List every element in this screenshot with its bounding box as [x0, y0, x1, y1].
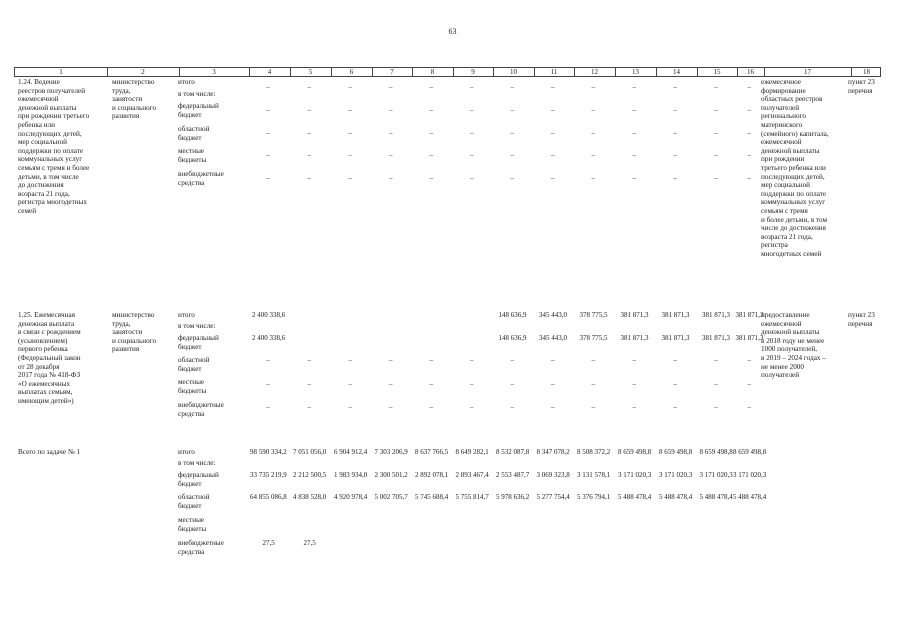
- total-row-federal-value: 3 171 020,3: [733, 471, 767, 479]
- header-col-11: 11: [550, 68, 558, 76]
- total-row-total-value: 6 904 912,4: [334, 448, 368, 456]
- row-1-25-total-value: 381 871,3: [702, 311, 730, 319]
- dash-cell: –: [470, 380, 474, 388]
- row-1-25-total-value: 148 636,9: [498, 311, 527, 319]
- header-divider: [453, 68, 454, 76]
- dash-cell: –: [348, 380, 352, 388]
- dash-cell: –: [747, 151, 751, 159]
- total-row-regional-value: 5 488 478,4: [659, 493, 693, 501]
- dash-cell: –: [510, 174, 514, 182]
- dash-cell: –: [551, 129, 555, 137]
- dash-cell: –: [389, 403, 393, 411]
- dash-cell: –: [470, 129, 474, 137]
- row-1-25-total-value: 381 871,3: [735, 311, 764, 319]
- header-divider: [656, 68, 657, 76]
- dash-cell: –: [632, 380, 636, 388]
- row-1-25-result: предоставление ежемесячной денежной выплаты в 2018 году не менее 1000 получателей, в 2019 – 2024 годах – не менее 2000 получателей: [761, 311, 826, 380]
- table-header-row: [14, 67, 881, 77]
- row-1-25-total-value: 381 871,3: [620, 311, 649, 319]
- total-row-extra-value: 27,5: [303, 539, 316, 547]
- source-incl: в том числе:: [178, 459, 216, 467]
- dash-cell: –: [266, 174, 270, 182]
- dash-cell: –: [470, 174, 474, 182]
- dash-cell: –: [389, 380, 393, 388]
- dash-cell: –: [591, 151, 595, 159]
- total-row-regional-value: 5 277 754,4: [536, 493, 570, 501]
- header-col-15: 15: [713, 68, 721, 76]
- header-divider: [249, 68, 250, 76]
- total-row-regional-value: 5 488 478,4: [733, 493, 767, 501]
- dash-cell: –: [429, 356, 433, 364]
- header-col-16: 16: [747, 68, 754, 76]
- dash-cell: –: [307, 151, 311, 159]
- dash-cell: –: [673, 129, 677, 137]
- total-row-federal-value: 2 892 078,1: [415, 471, 449, 479]
- row-1-25-federal-value: 381 871,3: [661, 334, 690, 342]
- dash-cell: –: [591, 129, 595, 137]
- source-extra: внебюджетные средства: [178, 539, 224, 556]
- dash-cell: –: [470, 106, 474, 114]
- dash-cell: –: [510, 106, 514, 114]
- total-row-total-value: 8 659 498,8: [699, 448, 733, 456]
- dash-cell: –: [591, 403, 595, 411]
- total-row-regional-value: 64 855 086,8: [250, 493, 287, 501]
- dash-cell: –: [389, 129, 393, 137]
- header-col-13: 13: [632, 68, 639, 76]
- total-row-name: Всего по задаче № 1: [18, 448, 81, 456]
- dash-cell: –: [266, 380, 270, 388]
- dash-cell: –: [510, 129, 514, 137]
- dash-cell: –: [591, 174, 595, 182]
- total-row-regional-value: 4 920 978,4: [334, 493, 368, 501]
- header-col-5: 5: [308, 68, 313, 76]
- row-1-24-reference: пункт 23 перечня: [848, 78, 875, 95]
- source-regional: областной бюджет: [178, 356, 210, 373]
- dash-cell: –: [673, 174, 677, 182]
- dash-cell: –: [632, 151, 636, 159]
- dash-cell: –: [714, 380, 718, 388]
- source-local: местные бюджеты: [178, 378, 207, 395]
- total-row-federal-value: 1 983 934,0: [334, 471, 368, 479]
- row-1-25-total-value: 381 871,3: [661, 311, 690, 319]
- dash-cell: –: [429, 129, 433, 137]
- dash-cell: –: [429, 106, 433, 114]
- header-divider: [574, 68, 575, 76]
- source-incl: в том числе:: [178, 322, 216, 330]
- dash-cell: –: [747, 83, 751, 91]
- row-1-25-federal-value: 381 871,3: [620, 334, 649, 342]
- row-1-25-name: 1.25. Ежемесячная денежная выплата в связи с рождением (усыновлением) первого ребенка (Федеральный закон от 28 декабря 2017 года № 418-ФЗ «О ежемесячных выплатах семьям, имеющим детей»): [18, 311, 81, 405]
- header-col-17: 17: [804, 68, 811, 76]
- dash-cell: –: [348, 106, 352, 114]
- row-1-25-reference: пункт 23 перечня: [848, 311, 875, 328]
- dash-cell: –: [389, 151, 393, 159]
- row-1-24-result: ежемесячное формирование областных реестров получателей регионального материнского (семейного) капитала, ежемесячной денежной выплаты при рождении третьего ребенка или последующих детей, мер социальной поддержки по оплате коммунальных услуг семьям с тремя и более детьми, в том числе до достижения возраста 21 года, регистра многодетных семей: [761, 78, 829, 258]
- dash-cell: –: [470, 356, 474, 364]
- dash-cell: –: [266, 403, 270, 411]
- dash-cell: –: [673, 356, 677, 364]
- dash-cell: –: [747, 174, 751, 182]
- dash-cell: –: [307, 83, 311, 91]
- dash-cell: –: [348, 129, 352, 137]
- dash-cell: –: [307, 356, 311, 364]
- source-extra: внебюджетные средства: [178, 401, 224, 418]
- total-row-federal-value: 2 212 500,5: [293, 471, 327, 479]
- header-col-9: 9: [471, 68, 475, 76]
- dash-cell: –: [632, 403, 636, 411]
- dash-cell: –: [510, 151, 514, 159]
- dash-cell: –: [470, 83, 474, 91]
- row-1-25-federal-value: 378 775,5: [579, 334, 608, 342]
- header-col-12: 12: [591, 68, 598, 76]
- total-row-regional-value: 5 002 705,7: [374, 493, 408, 501]
- total-row-regional-value: 5 978 636,2: [496, 493, 530, 501]
- row-1-25-total-value: 378 775,5: [579, 311, 608, 319]
- header-divider: [615, 68, 616, 76]
- dash-cell: –: [510, 83, 514, 91]
- dash-cell: –: [591, 380, 595, 388]
- header-divider: [107, 68, 108, 76]
- dash-cell: –: [510, 380, 514, 388]
- total-row-regional-value: 5 745 688,4: [415, 493, 449, 501]
- row-1-24-name: 1.24. Ведение реестров получателей ежемесячной денежной выплаты при рождении третьего ребенка или последующих детей, мер социальной поддержки по оплате коммунальных услуг семьям с тремя и более детьми, в том числе до достижения возраста 21 года, регистра многодетных семей: [18, 78, 90, 215]
- dash-cell: –: [307, 403, 311, 411]
- dash-cell: –: [714, 174, 718, 182]
- header-col-2: 2: [141, 68, 145, 76]
- total-row-total-value: 8 347 078,2: [536, 448, 570, 456]
- dash-cell: –: [266, 83, 270, 91]
- total-row-total-value: 7 051 056,0: [293, 448, 327, 456]
- header-col-14: 14: [673, 68, 680, 76]
- source-federal: федеральный бюджет: [178, 334, 219, 351]
- total-row-total-value: 8 532 087,8: [496, 448, 530, 456]
- dash-cell: –: [673, 403, 677, 411]
- header-divider: [737, 68, 738, 76]
- dash-cell: –: [551, 151, 555, 159]
- source-federal: федеральный бюджет: [178, 471, 219, 488]
- dash-cell: –: [714, 83, 718, 91]
- header-divider: [372, 68, 373, 76]
- header-divider: [851, 68, 852, 76]
- source-local: местные бюджеты: [178, 147, 207, 164]
- header-divider: [179, 68, 180, 76]
- dash-cell: –: [389, 356, 393, 364]
- dash-cell: –: [551, 356, 555, 364]
- dash-cell: –: [429, 403, 433, 411]
- source-local: местные бюджеты: [178, 516, 207, 533]
- dash-cell: –: [266, 129, 270, 137]
- row-1-24-org: министерство труда, занятости и социального развития: [112, 78, 157, 121]
- total-row-regional-value: 5 488 478,4: [699, 493, 733, 501]
- total-row-federal-value: 2 553 487,7: [496, 471, 530, 479]
- source-regional: областной бюджет: [178, 125, 210, 142]
- dash-cell: –: [266, 106, 270, 114]
- dash-cell: –: [429, 83, 433, 91]
- dash-cell: –: [591, 356, 595, 364]
- total-row-regional-value: 4 838 528,0: [293, 493, 327, 501]
- header-col-18: 18: [863, 68, 870, 76]
- dash-cell: –: [673, 380, 677, 388]
- source-total: итого: [178, 448, 195, 456]
- dash-cell: –: [632, 83, 636, 91]
- header-col-1: 1: [59, 68, 63, 76]
- dash-cell: –: [747, 129, 751, 137]
- dash-cell: –: [551, 106, 555, 114]
- total-row-total-value: 98 590 334,2: [250, 448, 287, 456]
- header-divider: [764, 68, 765, 76]
- total-row-extra-value: 27,5: [262, 539, 275, 547]
- total-row-federal-value: 33 735 219,9: [250, 471, 287, 479]
- dash-cell: –: [591, 106, 595, 114]
- total-row-total-value: 8 659 498,8: [618, 448, 652, 456]
- dash-cell: –: [747, 356, 751, 364]
- dash-cell: –: [673, 151, 677, 159]
- dash-cell: –: [348, 151, 352, 159]
- header-divider: [493, 68, 494, 76]
- dash-cell: –: [348, 83, 352, 91]
- dash-cell: –: [551, 83, 555, 91]
- dash-cell: –: [551, 174, 555, 182]
- dash-cell: –: [632, 129, 636, 137]
- total-row-regional-value: 5 755 814,7: [455, 493, 489, 501]
- dash-cell: –: [307, 106, 311, 114]
- dash-cell: –: [632, 356, 636, 364]
- dash-cell: –: [747, 380, 751, 388]
- header-col-3: 3: [212, 68, 216, 76]
- row-1-25-federal-value: 345 443,0: [539, 334, 567, 342]
- dash-cell: –: [510, 356, 514, 364]
- source-total: итого: [178, 78, 195, 86]
- dash-cell: –: [266, 151, 270, 159]
- dash-cell: –: [429, 151, 433, 159]
- dash-cell: –: [673, 106, 677, 114]
- row-1-25-total-value: 345 443,0: [539, 311, 567, 319]
- dash-cell: –: [632, 174, 636, 182]
- dash-cell: –: [551, 380, 555, 388]
- dash-cell: –: [389, 106, 393, 114]
- header-col-6: 6: [349, 68, 354, 76]
- dash-cell: –: [747, 403, 751, 411]
- total-row-total-value: 8 508 372,2: [577, 448, 611, 456]
- dash-cell: –: [510, 403, 514, 411]
- total-row-federal-value: 3 171 020,3: [618, 471, 652, 479]
- dash-cell: –: [266, 356, 270, 364]
- dash-cell: –: [307, 129, 311, 137]
- row-1-25-total-value: 2 400 338,6: [252, 311, 286, 319]
- total-row-federal-value: 3 171 020,3: [659, 471, 693, 479]
- header-divider: [290, 68, 291, 76]
- row-1-25-org: министерство труда, занятости и социального развития: [112, 311, 157, 354]
- source-extra: внебюджетные средства: [178, 170, 224, 187]
- total-row-total-value: 7 303 206,9: [374, 448, 408, 456]
- dash-cell: –: [470, 403, 474, 411]
- total-row-federal-value: 2 300 501,2: [374, 471, 408, 479]
- header-divider: [697, 68, 698, 76]
- dash-cell: –: [307, 174, 311, 182]
- dash-cell: –: [429, 174, 433, 182]
- total-row-federal-value: 3 069 323,8: [536, 471, 570, 479]
- dash-cell: –: [348, 403, 352, 411]
- total-row-total-value: 8 649 282,1: [455, 448, 489, 456]
- dash-cell: –: [714, 151, 718, 159]
- source-federal: федеральный бюджет: [178, 102, 219, 119]
- dash-cell: –: [429, 380, 433, 388]
- dash-cell: –: [389, 174, 393, 182]
- header-divider: [534, 68, 535, 76]
- total-row-federal-value: 2 893 467,4: [455, 471, 489, 479]
- total-row-total-value: 8 637 766,5: [415, 448, 449, 456]
- dash-cell: –: [747, 106, 751, 114]
- total-row-federal-value: 3 131 578,1: [577, 471, 611, 479]
- dash-cell: –: [714, 403, 718, 411]
- dash-cell: –: [551, 403, 555, 411]
- total-row-regional-value: 5 376 794,1: [577, 493, 611, 501]
- dash-cell: –: [307, 380, 311, 388]
- dash-cell: –: [714, 106, 718, 114]
- source-incl: в том числе:: [178, 90, 216, 98]
- header-col-7: 7: [390, 68, 394, 76]
- total-row-total-value: 8 659 498,8: [659, 448, 693, 456]
- dash-cell: –: [470, 151, 474, 159]
- dash-cell: –: [632, 106, 636, 114]
- row-1-25-federal-value: 148 636,9: [498, 334, 527, 342]
- source-regional: областной бюджет: [178, 493, 210, 510]
- source-total: итого: [178, 311, 195, 319]
- header-col-8: 8: [430, 68, 435, 76]
- page-number: 63: [448, 27, 457, 36]
- row-1-25-federal-value: 2 400 338,6: [252, 334, 286, 342]
- total-row-total-value: 8 659 498,8: [733, 448, 767, 456]
- dash-cell: –: [348, 356, 352, 364]
- total-row-federal-value: 3 171 020,3: [699, 471, 733, 479]
- row-1-25-federal-value: 381 871,3: [735, 334, 764, 342]
- dash-cell: –: [348, 174, 352, 182]
- row-1-25-federal-value: 381 871,3: [702, 334, 730, 342]
- dash-cell: –: [591, 83, 595, 91]
- dash-cell: –: [714, 356, 718, 364]
- dash-cell: –: [673, 83, 677, 91]
- header-col-4: 4: [267, 68, 272, 76]
- total-row-regional-value: 5 488 478,4: [618, 493, 652, 501]
- header-col-10: 10: [510, 68, 517, 76]
- dash-cell: –: [714, 129, 718, 137]
- dash-cell: –: [389, 83, 393, 91]
- header-divider: [412, 68, 413, 76]
- header-divider: [331, 68, 332, 76]
